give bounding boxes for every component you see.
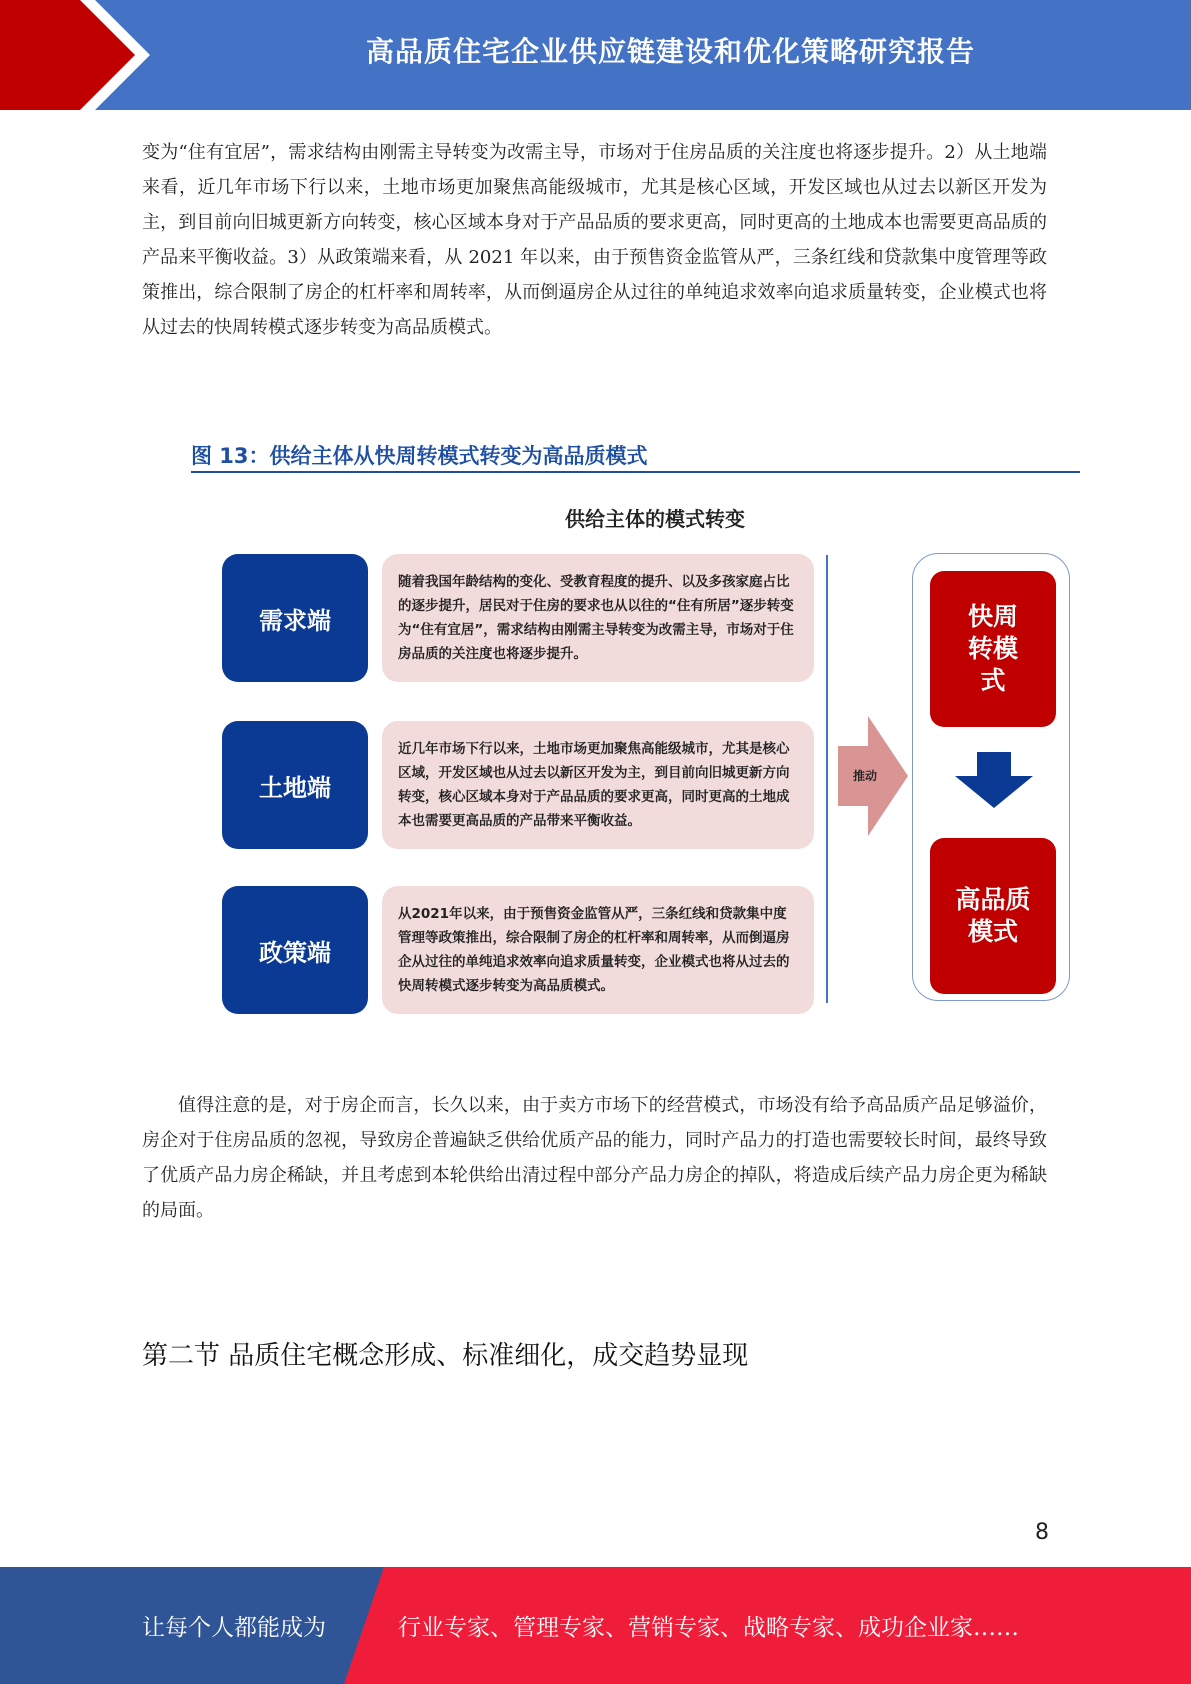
diagram-title: 供给主体的模式转变 (565, 507, 745, 531)
policy-side-label: 政策端 (222, 886, 368, 1014)
demand-side-description (382, 554, 814, 682)
land-side-text: 近几年市场下行以来，土地市场更加聚焦高能级城市，尤其是核心区域，开发区域也从过去以新区开发为主，到目前向旧城更新方向转变，核心区域本身对于产品品质的要求更高，同时更高的土地成本也需要更高品质的产品带来平衡收益。 (398, 741, 790, 829)
footer-slogan-left: 让每个人都能成为 (142, 1615, 326, 1641)
land-side-label: 土地端 (222, 721, 368, 849)
figure-title-rule (191, 471, 1080, 473)
section-heading: 第二节 品质住宅概念形成、标准细化，成交趋势显现 (142, 1341, 749, 1371)
push-label: 推动 (852, 769, 877, 783)
figure-title: 图 13：供给主体从快周转模式转变为高品质模式 (191, 444, 648, 468)
high-quality-mode-box (930, 838, 1056, 994)
divider-line (826, 555, 828, 1003)
down-arrow-icon (955, 752, 1033, 808)
note-paragraph: 值得注意的是，对于房企而言，长久以来，由于卖方市场下的经营模式，市场没有给予高品质产品足够溢价，房企对于住房品质的忽视，导致房企普遍缺乏供给优质产品的能力，同时产品力的打造也需要较长时间，最终导致了优质产品力房企稀缺，并且考虑到本轮供给出清过程中部分产品力房企的掉队，将造成后续产品力房企更为稀缺的局面。 (142, 1095, 1047, 1221)
footer-slogan-right: 行业专家、管理专家、营销专家、战略专家、成功企业家…… (398, 1615, 1019, 1641)
policy-side-description (382, 886, 814, 1014)
demand-side-text: 随着我国年龄结构的变化、受教育程度的提升、以及多孩家庭占比的逐步提升，居民对于住房的要求也从以往的“住有所居”逐步转变为“住有宜居”，需求结构由刚需主导转变为改需主导，市场对于住房品质的关注度也将逐步提升。 (398, 574, 794, 662)
page-number: 8 (1035, 1520, 1049, 1545)
report-title: 高品质住宅企业供应链建设和优化策略研究报告 (365, 35, 975, 68)
page-header (0, 0, 1191, 110)
land-side-description (382, 721, 814, 849)
policy-side-text: 从2021年以来，由于预售资金监管从严，三条红线和贷款集中度管理等政策推出，综合限制了房企的杠杆率和周转率，从而倒逼房企从过往的单纯追求效率向追求质量转变，企业模式也将从过去的快周转模式逐步转变为高品质模式。 (398, 906, 790, 994)
high-quality-mode-label: 高品质模式 (955, 885, 1031, 946)
fast-turnover-mode-box (930, 571, 1056, 727)
intro-paragraph: 变为“住有宜居”，需求结构由刚需主导转变为改需主导，市场对于住房品质的关注度也将逐步提升。2）从土地端来看，近几年市场下行以来，土地市场更加聚焦高能级城市，尤其是核心区域，开发区域也从过去以新区开发为主，到目前向旧城更新方向转变，核心区域本身对于产品品质的要求更高，同时更高的土地成本也需要更高品质的产品来平衡收益。3）从政策端来看，从 2021 年以来，由于预售资金监管从严，三条红线和贷款集中度管理等政策推出，综合限制了房企的杠杆率和周转率，从而倒逼房企从过往的单纯追求效率向追求质量转变，企业模式也将从过去的快周转模式逐步转变为高品质模式。 (142, 142, 1047, 338)
demand-side-label: 需求端 (222, 554, 368, 682)
page-footer (0, 1567, 1191, 1684)
fast-turnover-mode-label: 快周转模式 (967, 602, 1018, 695)
header-chevron-decoration (0, 0, 160, 110)
